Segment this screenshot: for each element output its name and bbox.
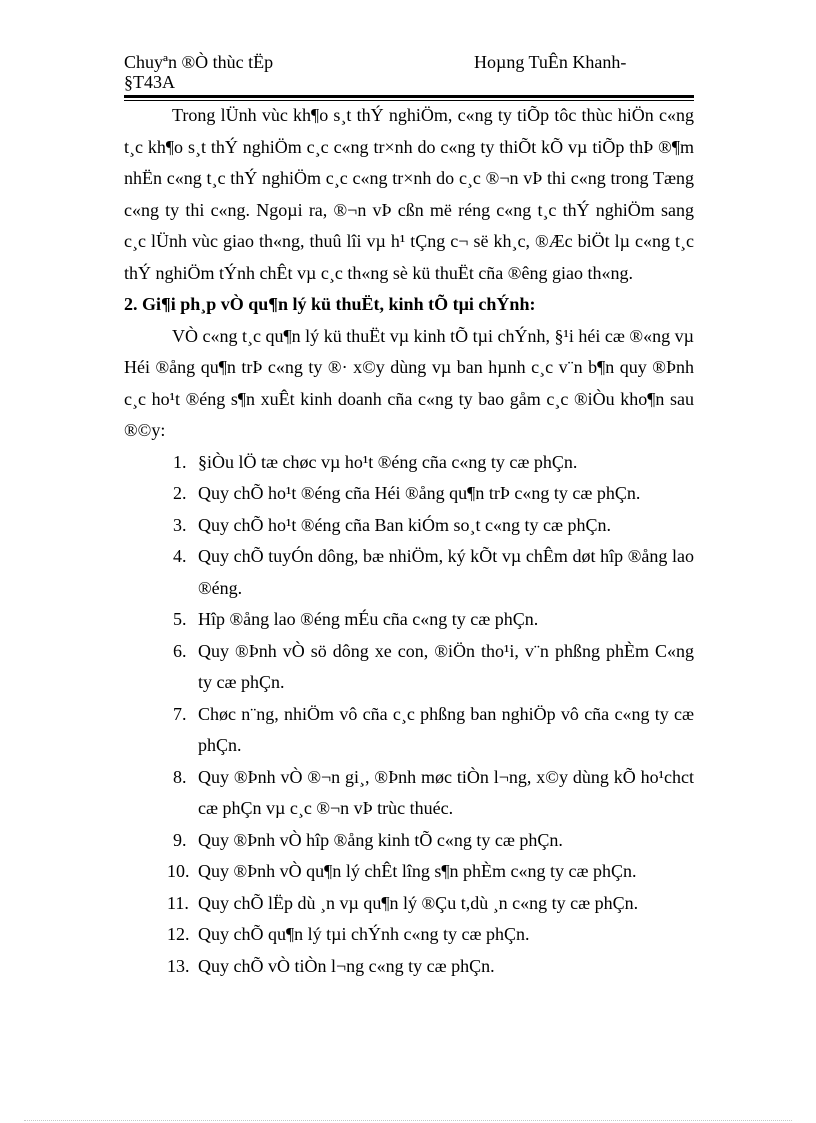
list-item [124, 919, 694, 951]
list-item-number: 1. [173, 451, 187, 472]
list-item [124, 856, 694, 888]
list-item-text: Chøc n¨ng, nhiÖm vô cña c¸c phßng ban nghiÖp vô cña c«ng ty cæ phÇn. [198, 703, 694, 755]
list-item [124, 541, 694, 604]
list-item-number: 11. [167, 892, 189, 913]
list-item-number: 4. [173, 546, 187, 566]
header-left [124, 52, 364, 92]
header-right: Hoµng TuÊn Khanh- [474, 52, 627, 72]
section-heading: 2. Gi¶i ph¸p vÒ qu¶n lý kü thuËt, kinh tÕ tµi chÝnh: [124, 294, 536, 314]
list-item-number: 9. [173, 829, 187, 850]
list-item [124, 825, 694, 857]
list-item-text: Quy ®Þnh vÒ sö dông xe con, ®iÖn tho¹i, v¨n phßng phÈm C«ng ty cæ phÇn. [198, 640, 694, 692]
list-item-text: Quy chÕ qu¶n lý tµi chÝnh c«ng ty cæ phÇn. [198, 924, 530, 944]
list-item-text: Hîp ®ång lao ®éng mÉu cña c«ng ty cæ phÇn. [198, 609, 539, 629]
list-item-text: Quy ®Þnh vÒ hîp ®ång kinh tÕ c«ng ty cæ phÇn. [198, 829, 563, 850]
list-item-text: Quy ®Þnh vÒ qu¶n lý chÊt lîng s¶n phÈm c«ng ty cæ phÇn. [198, 861, 637, 881]
list-item-number: 3. [173, 514, 187, 535]
list-item [124, 478, 694, 510]
list-item-text: Quy chÕ tuyÓn dông, bæ nhiÖm, ký kÕt vµ chÊm døt hîp ®ång lao ®éng. [198, 546, 694, 598]
list-item [124, 951, 694, 983]
list-item-number: 6. [173, 640, 187, 661]
list-item-number: 13. [167, 955, 190, 976]
list-item-text: Quy ®Þnh vÒ ®¬n gi¸, ®Þnh møc tiÒn l¬ng, x©y dùng kÕ ho¹chct cæ phÇn vµ c¸c ®¬n vÞ trùc thuéc. [198, 766, 694, 818]
list-item-number: 7. [173, 703, 187, 724]
document-body [124, 100, 694, 982]
list-item-text: Quy chÕ lËp dù ¸n vµ qu¶n lý ®Çu t,dù ¸n c«ng ty cæ phÇn. [198, 892, 639, 913]
regulation-list [124, 447, 694, 983]
header-left-line1: Chuyªn ®Ò thùc tËp [124, 52, 274, 72]
list-item-number: 2. [173, 483, 187, 503]
list-item-number: 12. [167, 924, 190, 944]
list-item-number: 10. [167, 861, 190, 881]
list-item-text: §iÒu lÖ tæ chøc vµ ho¹t ®éng cña c«ng ty cæ phÇn. [198, 451, 578, 472]
header-rule-thick [124, 95, 694, 98]
list-item [124, 636, 694, 699]
page-bottom-divider [24, 1120, 792, 1121]
list-item [124, 447, 694, 479]
list-item [124, 510, 694, 542]
list-item [124, 762, 694, 825]
list-item-number: 5. [173, 609, 187, 629]
list-item-text: Quy chÕ vÒ tiÒn l¬ng c«ng ty cæ phÇn. [198, 955, 495, 976]
header-left-line2: §T43A [124, 72, 175, 92]
list-item [124, 888, 694, 920]
list-item-text: Quy chÕ ho¹t ®éng cña Ban kiÓm so¸t c«ng ty cæ phÇn. [198, 514, 612, 535]
list-item [124, 699, 694, 762]
paragraph-survey: Trong lÜnh vùc kh¶o s¸t thÝ nghiÖm, c«ng ty tiÕp tôc thùc hiÖn c«ng t¸c kh¶o s¸t thÝ nghiÖm c¸c c«ng tr×nh do c«ng ty thiÕt kÕ vµ tiÕp thÞ ®¶m nhËn c«ng t¸c thÝ nghiÖm c¸c c«ng tr×nh do c¸c ®¬n vÞ thi c«ng trong Tæng c«ng ty thi c«ng. Ngoµi ra, ®¬n vÞ cßn më réng c«ng t¸c thÝ nghiÖm sang c¸c lÜnh vùc giao th«ng, thuû lîi vµ h¹ tÇng c¬ së kh¸c, ®Æc biÖt lµ c«ng t¸c thÝ nghiÖm tÝnh chÊt vµ c¸c th«ng sè kü thuËt cña ®êng giao th«ng. [124, 105, 694, 283]
list-item-number: 8. [173, 766, 187, 787]
list-item [124, 604, 694, 636]
list-item-text: Quy chÕ ho¹t ®éng cña Héi ®ång qu¶n trÞ c«ng ty cæ phÇn. [198, 483, 641, 503]
paragraph-management: VÒ c«ng t¸c qu¶n lý kü thuËt vµ kinh tÕ tµi chÝnh, §¹i héi cæ ®«ng vµ Héi ®ång qu¶n trÞ c«ng ty ®· x©y dùng vµ ban hµnh c¸c v¨n b¶n quy ®Þnh c¸c ho¹t ®éng s¶n xuÊt kinh doanh cña c«ng ty bao gåm c¸c ®iÒu kho¶n sau ®©y: [124, 325, 694, 440]
